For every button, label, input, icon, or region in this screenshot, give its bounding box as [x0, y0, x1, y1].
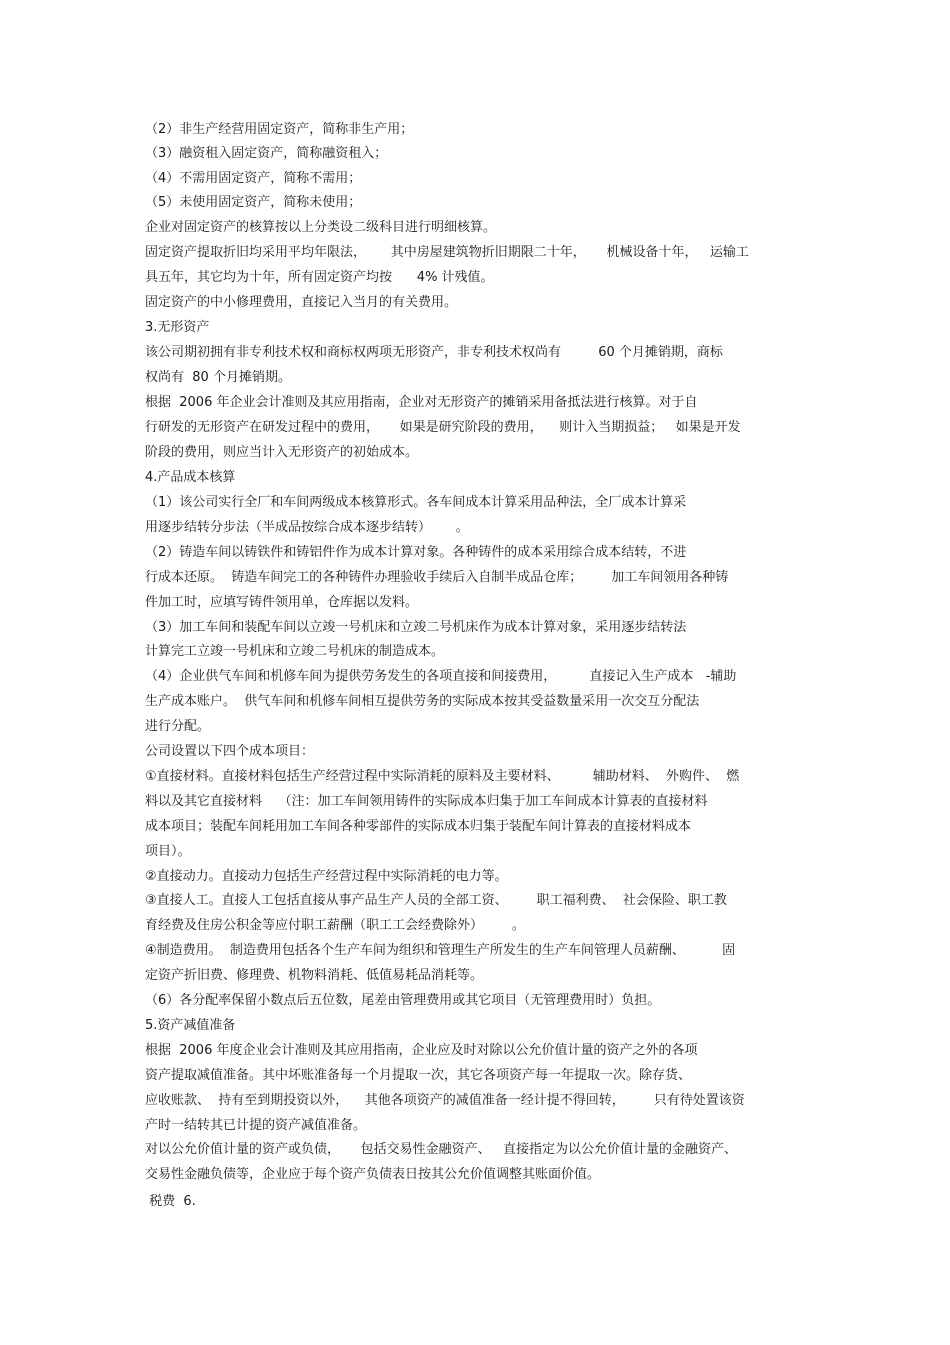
text-line: 企业对固定资产的核算按以上分类设二级科目进行明细核算。	[145, 220, 497, 235]
text-line: 成本项目；装配车间耗用加工车间各种零部件的实际成本归集于装配车间计算表的直接材料成本	[145, 819, 692, 834]
text-line: 育经费及住房公积金等应付职工薪酬（职工工会经费除外） 。	[145, 918, 525, 933]
text-line: 行成本还原。 铸造车间完工的各种铸件办理验收手续后入自制半成品仓库； 加工车间领用各种铸	[145, 570, 729, 585]
text-line: 交易性金融负债等，企业应于每个资产负债表日按其公允价值调整其账面价值。	[145, 1167, 601, 1182]
text-line: 具五年，其它均为十年，所有固定资产均按 4% 计残值。	[145, 270, 494, 285]
text-line: ③直接人工。直接人工包括直接从事产品生产人员的全部工资、 职工福利费、 社会保险、职工教	[145, 893, 727, 908]
text-line: 用逐步结转分步法（半成品按综合成本逐步结转） 。	[145, 520, 469, 535]
section-heading: 4.产品成本核算	[145, 470, 236, 485]
text-line: 该公司期初拥有非专利技术权和商标权两项无形资产，非专利技术权尚有 60 个月摊销期，商标	[145, 345, 723, 360]
text-line: 进行分配。	[145, 719, 211, 734]
section-heading: 5.资产减值准备	[145, 1018, 236, 1033]
text-line: ④制造费用。 制造费用包括各个生产车间为组织和管理生产所发生的生产车间管理人员薪酬、 固	[145, 943, 736, 958]
section-heading: 税费 6.	[145, 1194, 196, 1209]
text-line: 权尚有 80 个月摊销期。	[145, 370, 291, 385]
text-line: 料以及其它直接材料 （注：加工车间领用铸件的实际成本归集于加工车间成本计算表的直接材料	[145, 794, 708, 809]
text-line: （6）各分配率保留小数点后五位数，尾差由管理费用或其它项目（无管理费用时）负担。	[145, 993, 661, 1008]
text-line: 生产成本账户。 供气车间和机修车间相互提供劳务的实际成本按其受益数量采用一次交互分配法	[145, 694, 700, 709]
text-line: 阶段的费用，则应当计入无形资产的初始成本。	[145, 445, 419, 460]
text-line: 公司设置以下四个成本项目：	[145, 744, 315, 759]
text-line: 根据 2006 年度企业会计准则及其应用指南，企业应及时对除以公允价值计量的资产之外的各项	[145, 1043, 698, 1058]
text-line: 根据 2006 年企业会计准则及其应用指南，企业对无形资产的摊销采用备抵法进行核算。对于自	[145, 395, 698, 410]
text-line: 固定资产提取折旧均采用平均年限法， 其中房屋建筑物折旧期限二十年， 机械设备十年， 运输工	[145, 245, 749, 260]
section-heading: 3.无形资产	[145, 320, 210, 335]
text-line: ②直接动力。直接动力包括生产经营过程中实际消耗的电力等。	[145, 869, 508, 884]
text-line: 行研发的无形资产在研发过程中的费用， 如果是研究阶段的费用， 则计入当期损益； 如果是开发	[145, 420, 741, 435]
text-line: （3）融资租入固定资产，简称融资租入；	[145, 146, 388, 161]
text-line: 定资产折旧费、修理费、机物料消耗、低值易耗品消耗等。	[145, 968, 484, 983]
text-line: 固定资产的中小修理费用，直接记入当月的有关费用。	[145, 295, 458, 310]
text-line: 计算完工立竣一号机床和立竣二号机床的制造成本。	[145, 644, 445, 659]
text-line: （4）不需用固定资产，简称不需用；	[145, 171, 362, 186]
text-line: （3）加工车间和装配车间以立竣一号机床和立竣二号机床作为成本计算对象，采用逐步结转法	[145, 620, 687, 635]
text-line: 件加工时，应填写铸件领用单，仓库据以发料。	[145, 595, 419, 610]
text-line: 应收账款、 持有至到期投资以外， 其他各项资产的减值准备一经计提不得回转， 只有待处置该资	[145, 1093, 745, 1108]
text-line: 对以公允价值计量的资产或负债， 包括交易性金融资产、 直接指定为以公允价值计量的金融资产、	[145, 1142, 738, 1157]
text-line: （4）企业供气车间和机修车间为提供劳务发生的各项直接和间接费用， 直接记入生产成本 -辅助	[145, 669, 737, 684]
text-line: 资产提取减值准备。其中坏账准备每一个月提取一次，其它各项资产每一年提取一次。除存货、	[145, 1068, 692, 1083]
text-line: （2）铸造车间以铸铁件和铸铝件作为成本计算对象。各种铸件的成本采用综合成本结转，不进	[145, 545, 687, 560]
text-line: （5）未使用固定资产，简称未使用；	[145, 195, 362, 210]
text-line: （1）该公司实行全厂和车间两级成本核算形式。各车间成本计算采用品种法，全厂成本计算采	[145, 495, 687, 510]
text-line: 项目）。	[145, 844, 191, 859]
text-line: ①直接材料。直接材料包括生产经营过程中实际消耗的原料及主要材料、 辅助材料、 外购件、 燃	[145, 769, 740, 784]
text-line: 产时一结转其已计提的资产减值准备。	[145, 1118, 367, 1133]
text-line: （2）非生产经营用固定资产，简称非生产用；	[145, 122, 414, 137]
